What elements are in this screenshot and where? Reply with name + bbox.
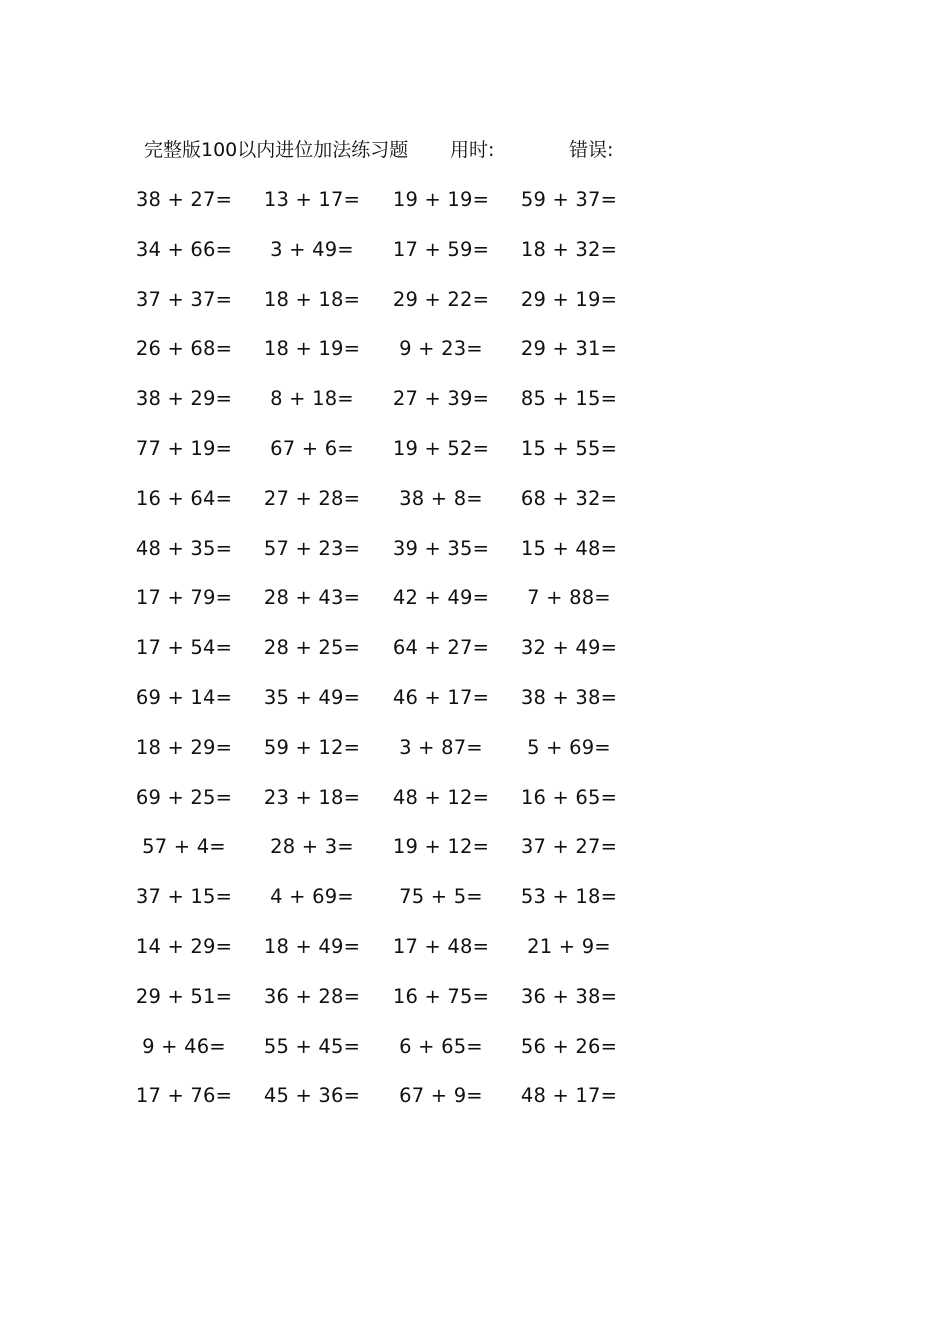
problem-cell: 69 + 14= bbox=[135, 685, 233, 709]
problem-cell: 21 + 9= bbox=[527, 934, 611, 958]
problem-grid bbox=[0, 185, 950, 1131]
problem-row bbox=[0, 235, 950, 285]
problem-cell: 37 + 27= bbox=[520, 835, 618, 859]
error-count-label: 错误: bbox=[569, 139, 614, 161]
problem-cell: 16 + 75= bbox=[392, 984, 490, 1008]
problem-cell: 38 + 8= bbox=[399, 486, 483, 510]
problem-row bbox=[0, 932, 950, 982]
problem-cell: 15 + 48= bbox=[520, 536, 618, 560]
problem-row bbox=[0, 583, 950, 633]
problem-cell: 59 + 12= bbox=[263, 735, 361, 759]
problem-cell: 28 + 3= bbox=[270, 835, 354, 859]
problem-cell: 23 + 18= bbox=[263, 785, 361, 809]
problem-cell: 56 + 26= bbox=[520, 1034, 618, 1058]
problem-cell: 38 + 29= bbox=[135, 387, 233, 411]
problem-cell: 48 + 17= bbox=[520, 1084, 618, 1108]
worksheet-title: 完整版100以内进位加法练习题 bbox=[144, 139, 409, 161]
worksheet-header bbox=[144, 136, 664, 164]
problem-row bbox=[0, 882, 950, 932]
problem-row bbox=[0, 1032, 950, 1082]
problem-cell: 85 + 15= bbox=[520, 387, 618, 411]
problem-cell: 18 + 49= bbox=[263, 934, 361, 958]
problem-cell: 57 + 4= bbox=[142, 835, 226, 859]
problem-row bbox=[0, 832, 950, 882]
problem-cell: 75 + 5= bbox=[399, 885, 483, 909]
problem-cell: 18 + 18= bbox=[263, 287, 361, 311]
problem-cell: 48 + 12= bbox=[392, 785, 490, 809]
problem-cell: 35 + 49= bbox=[263, 685, 361, 709]
problem-cell: 3 + 49= bbox=[270, 237, 354, 261]
problem-cell: 4 + 69= bbox=[270, 885, 354, 909]
problem-cell: 17 + 59= bbox=[392, 237, 490, 261]
problem-cell: 64 + 27= bbox=[392, 636, 490, 660]
problem-cell: 3 + 87= bbox=[399, 735, 483, 759]
problem-cell: 57 + 23= bbox=[263, 536, 361, 560]
problem-cell: 55 + 45= bbox=[263, 1034, 361, 1058]
problem-cell: 9 + 23= bbox=[399, 337, 483, 361]
problem-cell: 19 + 52= bbox=[392, 436, 490, 460]
problem-cell: 53 + 18= bbox=[520, 885, 618, 909]
problem-cell: 46 + 17= bbox=[392, 685, 490, 709]
problem-cell: 36 + 28= bbox=[263, 984, 361, 1008]
problem-row bbox=[0, 683, 950, 733]
problem-cell: 16 + 65= bbox=[520, 785, 618, 809]
problem-cell: 38 + 38= bbox=[520, 685, 618, 709]
problem-cell: 18 + 29= bbox=[135, 735, 233, 759]
problem-cell: 18 + 32= bbox=[520, 237, 618, 261]
problem-cell: 67 + 6= bbox=[270, 436, 354, 460]
problem-cell: 29 + 22= bbox=[392, 287, 490, 311]
problem-cell: 29 + 31= bbox=[520, 337, 618, 361]
problem-cell: 14 + 29= bbox=[135, 934, 233, 958]
problem-cell: 39 + 35= bbox=[392, 536, 490, 560]
time-used-label: 用时: bbox=[450, 139, 495, 161]
problem-row bbox=[0, 334, 950, 384]
problem-cell: 17 + 76= bbox=[135, 1084, 233, 1108]
problem-cell: 8 + 18= bbox=[270, 387, 354, 411]
problem-row bbox=[0, 733, 950, 783]
problem-cell: 69 + 25= bbox=[135, 785, 233, 809]
problem-cell: 27 + 28= bbox=[263, 486, 361, 510]
problem-cell: 36 + 38= bbox=[520, 984, 618, 1008]
problem-cell: 19 + 12= bbox=[392, 835, 490, 859]
problem-cell: 19 + 19= bbox=[392, 188, 490, 211]
problem-row bbox=[0, 633, 950, 683]
problem-cell: 34 + 66= bbox=[135, 237, 233, 261]
problem-cell: 7 + 88= bbox=[527, 586, 611, 610]
problem-cell: 9 + 46= bbox=[142, 1034, 226, 1058]
problem-cell: 59 + 37= bbox=[520, 188, 618, 211]
problem-cell: 38 + 27= bbox=[135, 188, 233, 211]
problem-cell: 37 + 37= bbox=[135, 287, 233, 311]
problem-cell: 16 + 64= bbox=[135, 486, 233, 510]
problem-cell: 37 + 15= bbox=[135, 885, 233, 909]
problem-row bbox=[0, 982, 950, 1032]
problem-row bbox=[0, 434, 950, 484]
problem-cell: 48 + 35= bbox=[135, 536, 233, 560]
problem-cell: 29 + 51= bbox=[135, 984, 233, 1008]
problem-cell: 17 + 79= bbox=[135, 586, 233, 610]
problem-row bbox=[0, 783, 950, 833]
problem-cell: 28 + 43= bbox=[263, 586, 361, 610]
problem-cell: 45 + 36= bbox=[263, 1084, 361, 1108]
problem-cell: 17 + 48= bbox=[392, 934, 490, 958]
problem-cell: 17 + 54= bbox=[135, 636, 233, 660]
problem-cell: 13 + 17= bbox=[263, 188, 361, 211]
problem-cell: 28 + 25= bbox=[263, 636, 361, 660]
problem-cell: 5 + 69= bbox=[527, 735, 611, 759]
problem-row bbox=[0, 534, 950, 584]
problem-cell: 26 + 68= bbox=[135, 337, 233, 361]
problem-cell: 27 + 39= bbox=[392, 387, 490, 411]
problem-cell: 32 + 49= bbox=[520, 636, 618, 660]
problem-row bbox=[0, 185, 950, 235]
problem-row bbox=[0, 384, 950, 434]
problem-cell: 6 + 65= bbox=[399, 1034, 483, 1058]
problem-cell: 77 + 19= bbox=[135, 436, 233, 460]
problem-cell: 15 + 55= bbox=[520, 436, 618, 460]
problem-cell: 42 + 49= bbox=[392, 586, 490, 610]
problem-cell: 67 + 9= bbox=[399, 1084, 483, 1108]
problem-cell: 29 + 19= bbox=[520, 287, 618, 311]
problem-row bbox=[0, 484, 950, 534]
problem-row bbox=[0, 1081, 950, 1131]
problem-cell: 68 + 32= bbox=[520, 486, 618, 510]
problem-row bbox=[0, 285, 950, 335]
problem-cell: 18 + 19= bbox=[263, 337, 361, 361]
